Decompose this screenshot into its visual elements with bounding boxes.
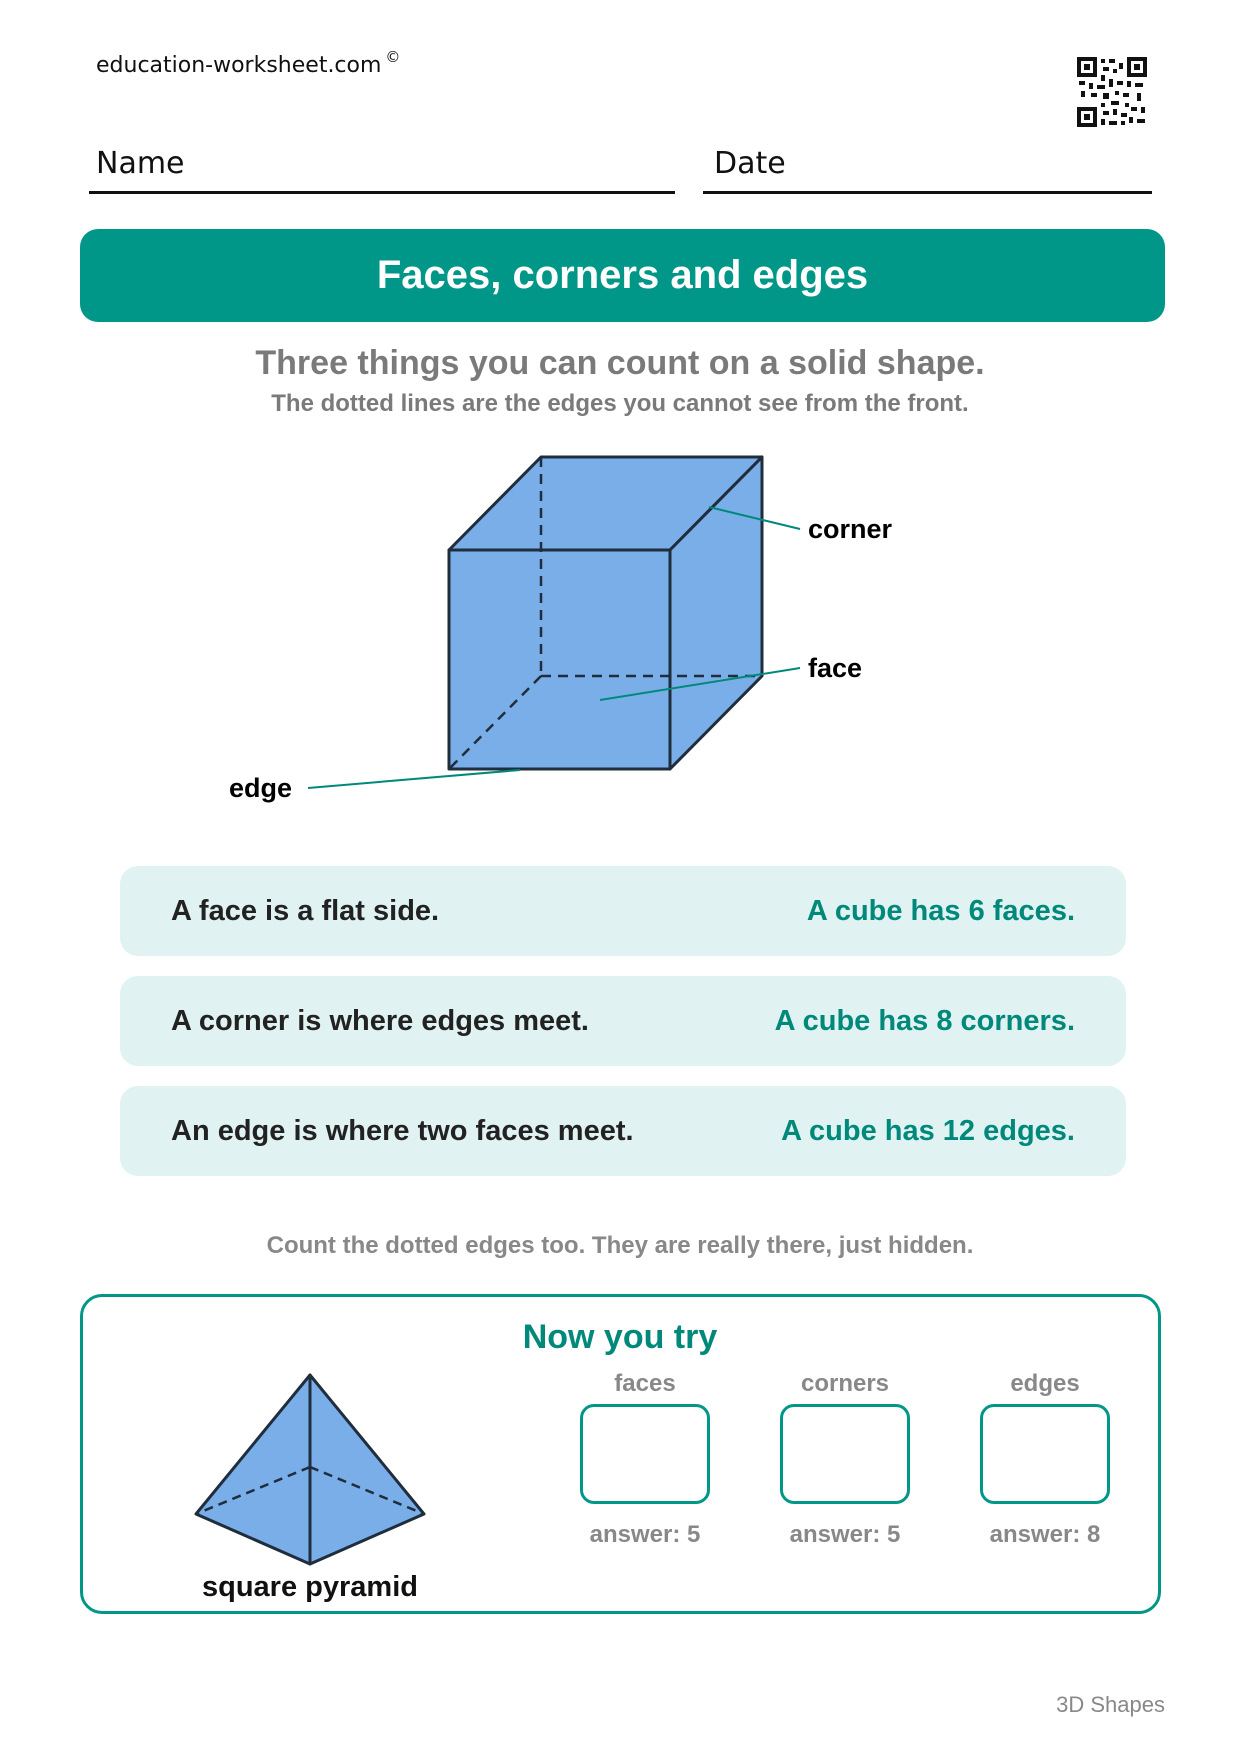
subtitle: Three things you can count on a solid shape. [255,344,985,382]
fact-row [120,866,1126,956]
corners-answer-box[interactable] [780,1404,910,1504]
hint-note: Count the dotted edges too. They are really there, just hidden. [266,1232,974,1259]
fact-definition: An edge is where two faces meet. [171,1115,634,1147]
faces-answer: answer: 5 [589,1521,701,1548]
footer-label: 3D Shapes [1056,1692,1165,1717]
site-url: education-worksheet.com [96,53,382,78]
date-label: Date [714,146,786,181]
shape-name: square pyramid [202,1571,418,1603]
cube-diagram [0,0,1240,820]
fact-row [120,1086,1126,1176]
pyramid-diagram [150,1350,470,1590]
edges-answer: answer: 8 [989,1521,1101,1548]
fact-row [120,976,1126,1066]
faces-column-label: faces [614,1370,676,1397]
faces-answer-box[interactable] [580,1404,710,1504]
corners-answer: answer: 5 [789,1521,901,1548]
cube-shape [449,457,762,769]
edges-answer-box[interactable] [980,1404,1110,1504]
copyright-mark: © [385,48,401,66]
fact-definition: A corner is where edges meet. [171,1005,589,1037]
corner-label: corner [808,514,893,544]
edges-column-label: edges [1010,1370,1080,1397]
fact-count: A cube has 12 edges. [781,1115,1075,1147]
face-label: face [808,653,863,683]
edge-label: edge [229,773,293,803]
practice-title: Now you try [522,1318,718,1356]
subtitle-note: The dotted lines are the edges you cannot see from the front. [271,390,969,417]
fact-count: A cube has 6 faces. [806,895,1075,927]
fact-definition: A face is a flat side. [171,895,440,927]
corners-column-label: corners [800,1370,890,1397]
page-title: Faces, corners and edges [376,253,869,297]
fact-count: A cube has 8 corners. [774,1005,1075,1037]
name-label: Name [96,146,185,181]
